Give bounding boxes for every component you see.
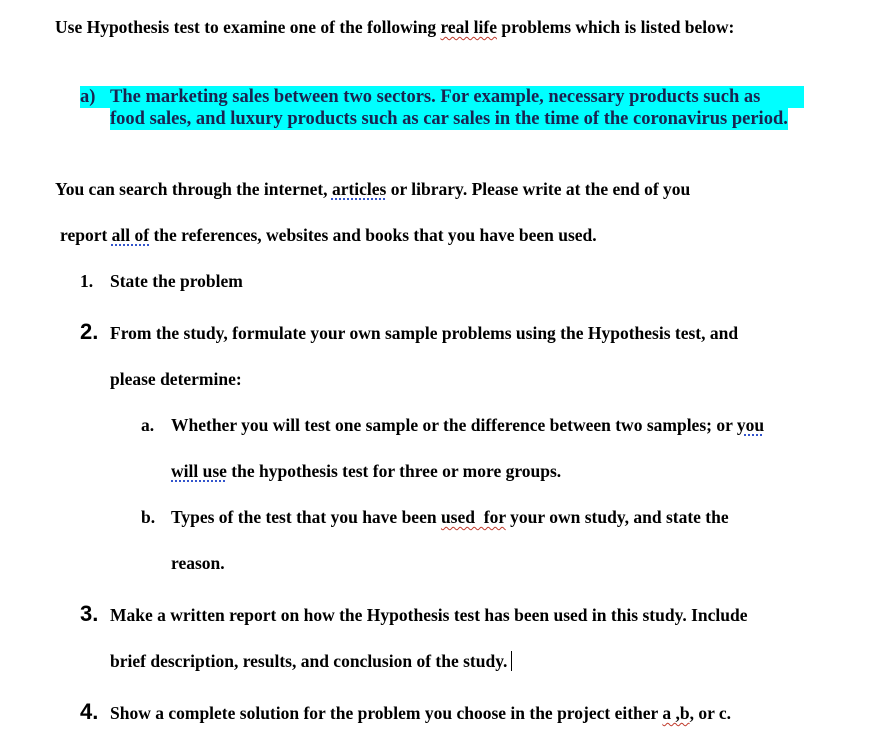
item-4-number: 4.	[80, 699, 99, 724]
item-2-text-cont: please determine:	[110, 369, 242, 389]
grammar-flag: articles	[331, 179, 387, 199]
text: the hypothesis test for three or more groups.	[226, 461, 562, 481]
subitem-b-marker: b.	[141, 507, 156, 527]
subitem-a-line2	[171, 460, 561, 482]
search-line2	[60, 224, 597, 246]
option-a-line1	[80, 86, 804, 108]
text: the references, websites and books that you have been used.	[149, 225, 597, 245]
text: Use Hypothesis test to examine one of the following	[55, 17, 441, 37]
text: Types of the test that you have been	[171, 507, 441, 527]
spelling-flag: used for	[440, 507, 506, 527]
spelling-flag: a ,b	[662, 703, 690, 723]
item-3-text-cont[interactable]	[110, 650, 512, 672]
item-3-number: 3.	[80, 601, 99, 626]
text: brief description, results, and conclusion of the study.	[110, 651, 508, 671]
text: report	[60, 225, 112, 245]
text: You can search through the internet,	[55, 179, 332, 199]
text: your own study, and state the	[505, 507, 729, 527]
item-1-number: 1.	[80, 271, 94, 291]
intro-text	[55, 16, 734, 38]
text: Whether you will test one sample or the difference between two samples; or	[171, 415, 737, 435]
option-marker: a)	[80, 87, 96, 107]
grammar-flag: will use	[171, 461, 227, 481]
text: , or c.	[689, 703, 732, 723]
text: The marketing sales between two sectors. For example, necessary products such as	[110, 87, 761, 107]
grammar-flag: all of	[111, 225, 150, 245]
subitem-b-line2: reason.	[171, 553, 225, 573]
spelling-flag: real life	[440, 17, 497, 37]
item-3-text: Make a written report on how the Hypothesis test has been used in this study. Include	[110, 605, 748, 625]
subitem-a-marker: a.	[141, 415, 155, 435]
text: or library. Please write at the end of you	[386, 179, 691, 199]
option-a-line2: food sales, and luxury products such as car sales in the time of the coronavirus period.	[110, 109, 788, 129]
item-1-text: State the problem	[110, 271, 243, 291]
item-4-text	[110, 702, 731, 724]
subitem-a-line1	[171, 414, 764, 436]
item-2-number: 2.	[80, 319, 99, 344]
search-line1	[55, 178, 690, 200]
subitem-b-line1	[171, 506, 729, 528]
grammar-flag: you	[736, 415, 765, 435]
text: Show a complete solution for the problem you choose in the project either	[110, 703, 663, 723]
text: problems which is listed below:	[496, 17, 735, 37]
text-cursor	[511, 651, 512, 671]
item-2-text: From the study, formulate your own sample problems using the Hypothesis test, and	[110, 323, 739, 343]
